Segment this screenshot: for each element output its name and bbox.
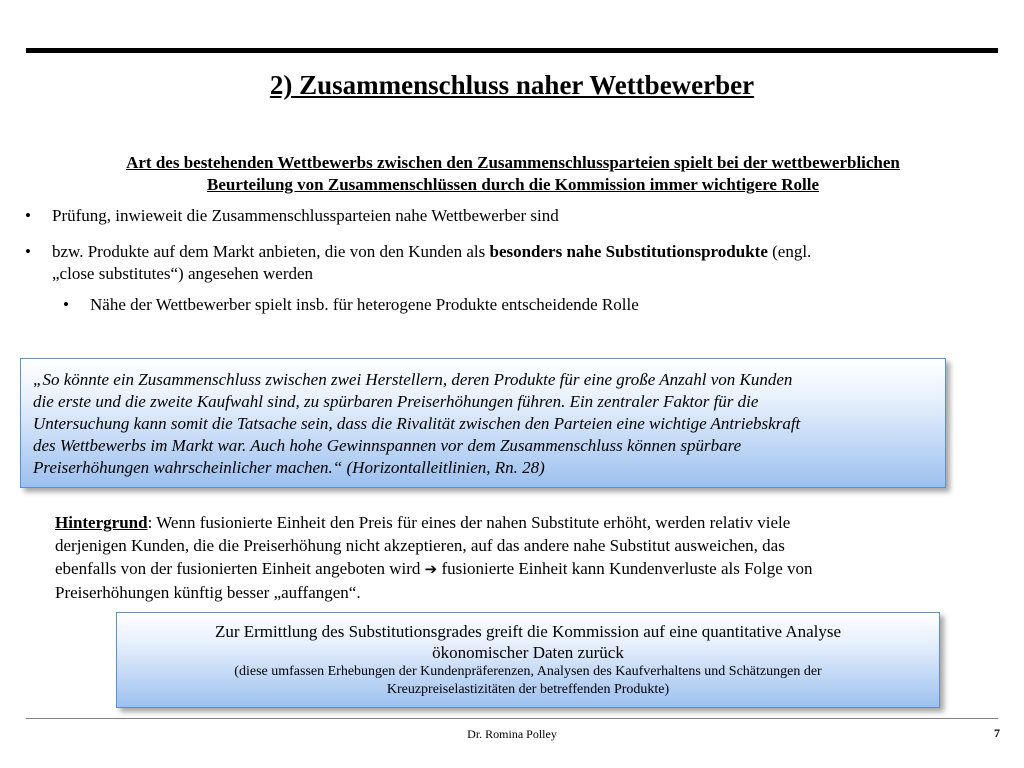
quote-box (20, 358, 946, 488)
info-box (116, 612, 940, 708)
bullet-bold-term: besonders nahe Substitutionsprodukte (489, 242, 768, 261)
footer-author: Dr. Romina Polley (467, 727, 557, 741)
bullet-text-part: (engl. (767, 242, 812, 261)
info-sub-line-2: Kreuzpreiselastizitäten der betreffenden Produkte) (386, 682, 670, 697)
background-label: Hintergrund (55, 513, 148, 532)
info-main-line-1: Zur Ermittlung des Substitutionsgrades greift die Kommission auf eine quantitative Analyse (214, 622, 842, 641)
info-main-line-2: ökonomischer Daten zurück (432, 643, 624, 662)
quote-line: die erste und die zweite Kaufwahl sind, zu spürbaren Preiserhöhungen führen. Ein zentraler Faktor für die (33, 392, 759, 411)
bullet-text: Nähe der Wettbewerber spielt insb. für heterogene Produkte entscheidende Rolle (90, 295, 639, 314)
quote-line: Untersuchung kann somit die Tatsache sein, dass die Rivalität zwischen den Parteien eine wichtige Antriebskraft (33, 414, 801, 433)
bullet-marker: • (63, 295, 69, 314)
slide-title: 2) Zusammenschluss naher Wettbewerber (269, 70, 755, 100)
page-number: 7 (994, 726, 1000, 740)
bullet-marker: • (25, 242, 31, 261)
bullet-text-line-2: „close substitutes“) angesehen werden (52, 264, 314, 283)
quote-line: Preiserhöhungen wahrscheinlicher machen.“ (Horizontalleitlinien, Rn. 28) (33, 458, 545, 477)
background-paragraph (55, 511, 965, 604)
top-rule (26, 48, 998, 53)
background-text: ebenfalls von der fusionierten Einheit angeboten wird (55, 559, 425, 578)
quote-line: „So könnte ein Zusammenschluss zwischen zwei Herstellern, deren Produkte für eine große Anzahl von Kunden (33, 370, 793, 389)
bullet-text (52, 241, 972, 285)
info-sub-line-1: (diese umfassen Erhebungen der Kundenpräferenzen, Analysen des Kaufverhaltens und Schätzungen der (234, 664, 822, 679)
background-text: fusionierte Einheit kann Kundenverluste als Folge von (437, 559, 813, 578)
footer-rule (26, 718, 998, 719)
background-text: : Wenn fusionierte Einheit den Preis für eines der nahen Substitute erhöht, werden relativ viele (147, 513, 791, 532)
intro-line-2: Beurteilung von Zusammenschlüssen durch die Kommission immer wichtigere Rolle (206, 175, 820, 194)
background-line-1 (55, 511, 965, 534)
quote-line: des Wettbewerbs im Markt war. Auch hohe Gewinnspannen vor dem Zusammenschluss können spürbare (33, 436, 742, 455)
bullet-text-part: bzw. Produkte auf dem Markt anbieten, die von den Kunden als (52, 242, 490, 261)
bullet-text: Prüfung, inwieweit die Zusammenschlussparteien nahe Wettbewerber sind (52, 206, 559, 225)
intro-statement (30, 152, 996, 196)
background-line-2: derjenigen Kunden, die die Preiserhöhung nicht akzeptieren, auf das andere nahe Substitut ausweichen, das (55, 536, 785, 555)
background-line-4: Preiserhöhungen künftig besser „auffangen“. (55, 583, 361, 602)
right-arrow-icon: ➔ (424, 560, 438, 578)
bullet-marker: • (25, 206, 31, 225)
intro-line-1: Art des bestehenden Wettbewerbs zwischen den Zusammenschlussparteien spielt bei der wettbewerblichen (126, 153, 900, 172)
background-line-3 (55, 557, 965, 581)
